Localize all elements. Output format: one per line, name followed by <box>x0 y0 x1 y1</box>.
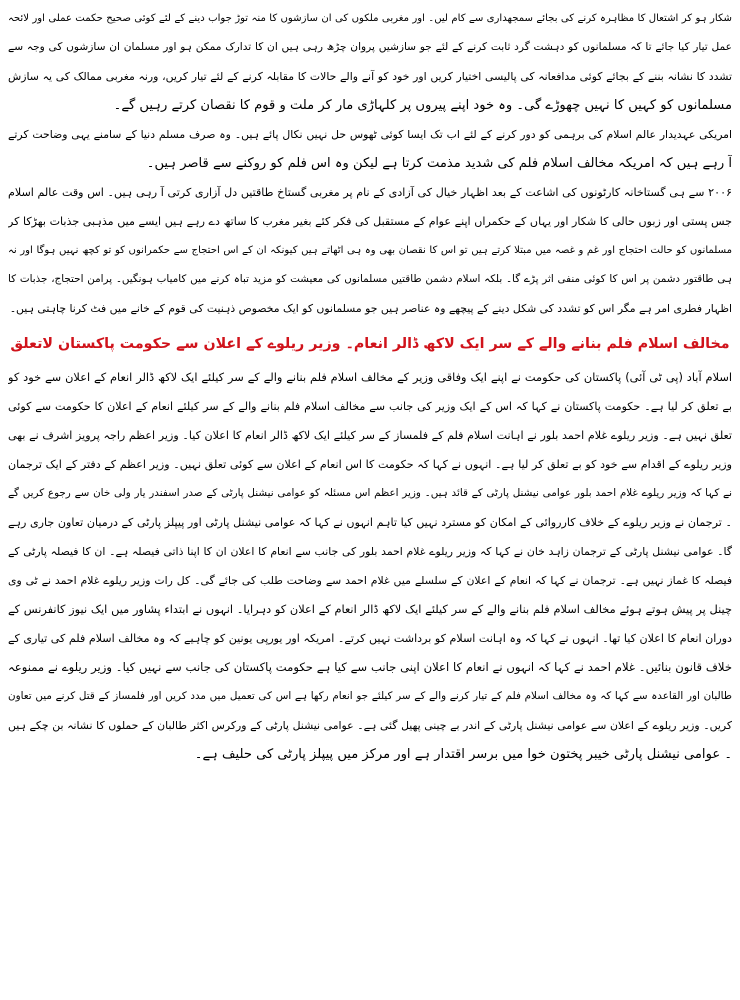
article-body <box>8 363 732 769</box>
text-line: امریکی عہدیدار عالم اسلام کی برہمی کو دور کرنے کے لئے اب تک ایسا کوئی ٹھوس حل نہیں نکال پائے ہیں۔ وہ صرف مسلم دنیا کے سامنے یہی وضاحت کرتے <box>8 128 732 141</box>
text-line: طالبان اور القاعدہ سے کہا کہ وہ مخالف اسلام فلم کے تیار کرنے والے کے سر کیلئے جو انعام رکھا ہے اس کی تعمیل میں مدد کریں اور فلمساز کے قتل کرنے میں تعاون <box>8 690 732 702</box>
text-line: ۔ ترجمان نے وزیر ریلوے کے خلاف کارروائی کے امکان کو مسترد نہیں کیا تاہم انہوں نے کہا کہ عوامی نیشنل پارٹی اور پیپلز پارٹی کے درمیان تعاون جاری رہے <box>8 516 732 529</box>
text-line: اظہار فطری امر ہے مگر اس کو تشدد کی شکل دینے کے پیچھے وہ عناصر ہیں جو مسلمانوں کو ایک مخصوص ذہنیت کی قوم کے خانے میں فٹ کرنا چاہتی ہیں۔ <box>9 302 732 315</box>
paragraph-3 <box>8 178 732 323</box>
text-line: اسلام آباد (پی ٹی آئی) پاکستان کی حکومت نے اپنے ایک وفاقی وزیر کے مخالف اسلام فلم بنانے والے کے سر کیلئے ایک لاکھ ڈالر انعام کے اعلان سے خود کو <box>8 370 732 384</box>
paragraph-2 <box>8 120 732 178</box>
text-line: جس پستی اور زبوں حالی کا شکار اور یہاں کے حکمراں اپنے عوام کے مستقبل کی فکر کئے بغیر مغرب کا ساتھ دے رہے ہیں ایسے میں مذہبی جذبات بھڑکا کر <box>8 215 732 228</box>
article-headline: مخالف اسلام فلم بنانے والے کے سر ایک لاکھ ڈالر انعام۔ وزیر ریلوے کے اعلان سے حکومت پاکستان لاتعلق <box>10 336 730 352</box>
text-line: عمل تیار کیا جائے تا کہ مسلمانوں کو دہشت گرد ثابت کرنے کے لئے جو سازشیں پروان چڑھ رہی ہیں ان کا تدارک ممکن ہو اور مسلمان ان سازشوں کی وجہ سے <box>8 41 732 53</box>
text-line: تشدد کا نشانہ بننے کے بجائے کوئی مدافعانہ کی پالیسی اختیار کریں اور خود کو آنے والے حالات کا مقابلہ کرنے کے لئے تیار کریں، ورنہ مغربی ممالک کی یہ سازش <box>8 70 732 83</box>
text-line: ہی طاقتور دشمن پر اس کا کوئی منفی اثر پڑے گا۔ بلکہ اسلام دشمن طاقتیں مسلمانوں کی معیشت کو مزید تباہ کرنے میں کامیاب ہونگیں۔ پرامن احتجاج، جذبات کا <box>8 273 732 285</box>
text-line: ۔ عوامی نیشنل پارٹی خیبر پختون خوا میں برسر اقتدار ہے اور مرکز میں پیپلز پارٹی کی حلیف ہے۔ <box>194 747 732 762</box>
paragraph-1 <box>8 4 732 120</box>
text-line: وزیر ریلوے کے اقدام سے خود کو بے تعلق کر لیا ہے۔ انہوں نے کہا کہ حکومت کا اس انعام کے اعلان سے کوئی تعلق نہیں۔ وزیر اعظم کے دفتر کے ایک ترجمان <box>8 458 732 471</box>
text-line: فیصلہ کا غماز نہیں ہے۔ ترجمان نے کہا کہ انعام کے اعلان کے سلسلے میں غلام احمد سے وضاحت طلب کی جائے گی۔ کل رات وزیر ریلوے غلام احمد نے ٹی وی <box>8 574 732 587</box>
text-line: دوران انعام کا اعلان کیا تھا۔ انہوں نے کہا کہ وہ اہانت اسلام کو برداشت نہیں کرتے۔ امریکہ اور یورپی یونین کو چاہیے کہ وہ مخالف اسلام فلم کی تیاری کے <box>8 632 732 645</box>
text-line: گا۔ عوامی نیشنل پارٹی کے ترجمان زاہد خان نے کہا کہ وزیر ریلوے غلام احمد بلور کی جانب سے انعام کا اعلان ان کا اپنا ذاتی فیصلہ ہے۔ ان کا فیصلہ پارٹی کے <box>8 545 732 558</box>
text-line: ۲۰۰۶ سے ہی گستاخانہ کارٹونوں کی اشاعت کے بعد اظہار خیال کی آزادی کے نام پر مغربی گستاخ طاقتیں دل آزاری کرتی آ رہی ہیں۔ اس وقت عالم اسلام <box>8 186 732 199</box>
text-line: شکار ہو کر اشتعال کا مظاہرہ کرنے کی بجائے سمجھداری سے کام لیں۔ اور مغربی ملکوں کی ان سازشوں کا منہ توڑ جواب دینے کے لئے کوئی صحیح حکمت عملی اور لائحہ <box>8 13 732 24</box>
text-line: بے تعلق کر لیا ہے۔ حکومت پاکستان نے کہا کہ اس کے ایک وزیر کی جانب سے مخالف اسلام فلم بنانے والے کے سر کیلئے انعام کے اعلان کا حکومت سے کوئی <box>8 400 732 413</box>
text-line: نے کہا کہ وزیر ریلوے غلام احمد بلور عوامی نیشنل پارٹی کے قائد ہیں۔ وزیر اعظم اس مسئلہ کو عوامی نیشنل پارٹی کے صدر اسفندر یار ولی خان سے رجوع کریں گے <box>8 487 732 499</box>
text-line: خلاف قانون بنائیں۔ غلام احمد نے کہا کہ انہوں نے انعام کا اعلان اپنی جانب سے کیا ہے حکومت پاکستان کی جانب سے نہیں کیا۔ وزیر ریلوے نے ممنوعہ <box>8 660 732 674</box>
text-line: چینل پر پیش ہوتے ہوئے مخالف اسلام فلم بنانے والے کے سر کیلئے ایک لاکھ ڈالر انعام کے اعلان کو دہرایا۔ انہوں نے ابتداء پشاور میں ایک نیوز کانفرنس کے <box>8 602 732 616</box>
text-line: مسلمانوں کو کہیں کا نہیں چھوڑے گی۔ وہ خود اپنے پیروں پر کلہاڑی مار کر ملت و قوم کا نقصان کرتے رہیں گے۔ <box>113 98 732 113</box>
text-line: آ رہے ہیں کہ امریکہ مخالف اسلام فلم کی شدید مذمت کرتا ہے لیکن وہ اس فلم کو روکنے سے قاصر ہیں۔ <box>146 156 732 171</box>
text-line: مسلمانوں کو حالت احتجاج اور غم و غصہ میں مبتلا کرتے ہیں تو اس کا نقصان بھی وہ ہی اٹھاتے ہیں کیونکہ ان کے اس احتجاج سے حکمرانوں کو تو کچھ نہیں ہوگا اور نہ <box>8 245 732 256</box>
text-line: کریں۔ وزیر ریلوے کے اعلان سے عوامی نیشنل پارٹی کے اندر بے چینی پھیل گئی ہے۔ عوامی نیشنل پارٹی کے ورکرس اکثر طالبان کے حملوں کا نشانہ بن چکے ہیں <box>8 719 732 732</box>
text-line: تعلق نہیں ہے۔ وزیر ریلوے غلام احمد بلور نے اہانت اسلام فلم کے فلمساز کے سر کیلئے ایک لاکھ ڈالر انعام کا اعلان کیا۔ وزیر اعظم راجہ پرویز اشرف نے بھی <box>8 429 732 442</box>
article-continuation <box>8 4 732 323</box>
